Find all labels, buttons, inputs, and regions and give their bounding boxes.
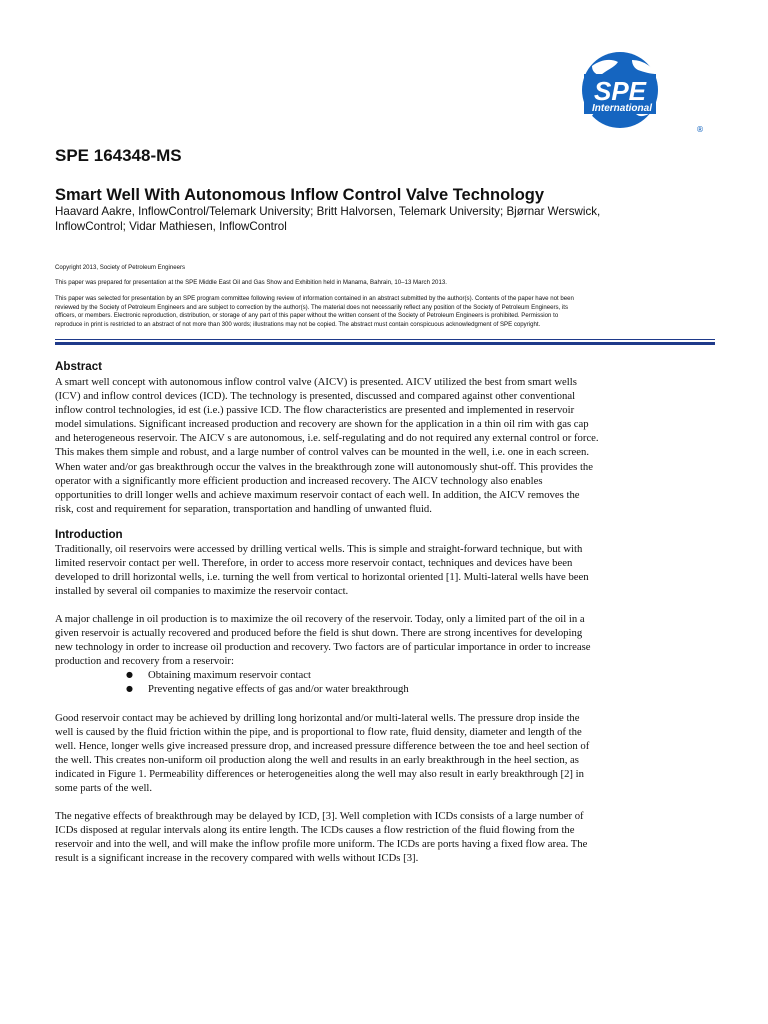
text-line: given reservoir is actually recovered and produced before the field is shut down. There are strong incentives for developing xyxy=(55,627,583,640)
text-line: reservoir and into the well, and will make the inflow profile more uniform. The ICDs are ports having a fixed flow area. The xyxy=(55,838,588,851)
text-line: The negative effects of breakthrough may be delayed by ICD, [3]. Well completion with ICDs consists of a large number of xyxy=(55,810,584,822)
text-line: inflow control technologies, id est (i.e.) passive ICD. The flow characteristics are presented and implemented in reservoir xyxy=(55,404,575,417)
text-line: well. Hence, longer wells give increased pressure drop, and increased pressure difference between the toe and heel section of xyxy=(55,740,590,753)
text-line: new technology in order to increase oil production and recovery. Two factors are of particular importance in order to increase xyxy=(55,641,591,654)
list-item xyxy=(126,668,409,682)
presentation-note: This paper was prepared for presentation at the SPE Middle East Oil and Gas Show and Exhibition held in Manama, Bahrain, 10–13 March 2013. xyxy=(55,279,447,286)
text-line: and heterogeneous reservoir. The AICV s are autonomous, i.e. self-regulating and do not required any external control or force. xyxy=(55,432,599,445)
text-line: installed by several oil companies to maximize the reservoir contact. xyxy=(55,585,349,598)
introduction-paragraph-3 xyxy=(55,711,715,796)
introduction-paragraph-1 xyxy=(55,542,715,598)
text-line: A major challenge in oil production is to maximize the oil recovery of the reservoir. Today, only a limited part of the oil in a xyxy=(55,613,585,625)
paper-number: SPE 164348-MS xyxy=(55,146,182,165)
spe-globe-logo-icon xyxy=(540,48,710,134)
text-line: the well. This creates non-uniform oil production along the well and results in an early breakthrough in the heel section, as xyxy=(55,754,579,767)
text-line: When water and/or gas breakthrough occur the valves in the breakthrough zone will autonomously shut-off. This provides the xyxy=(55,460,593,473)
text-line: limited reservoir contact per well. Therefore, in order to access more reservoir contact, techniques and devices have been xyxy=(55,557,573,570)
introduction-heading: Introduction xyxy=(55,528,123,541)
logo-registered-mark: ® xyxy=(696,125,704,134)
introduction-paragraph-4 xyxy=(55,809,715,865)
copyright-notice: Copyright 2013, Society of Petroleum Engineers xyxy=(55,264,186,271)
text-line: well is caused by the fluid friction within the pipe, and is proportional to flow rate, fluid density, diameter and length of the xyxy=(55,726,582,739)
disclaimer-line: officers, or members. Electronic reproduction, distribution, or storage of any part of this paper without the written consent of the Society of Petroleum Engineers is prohibited. Permission to xyxy=(55,312,559,320)
author-line: InflowControl; Vidar Mathiesen, InflowControl xyxy=(55,219,287,233)
list-item-text: Preventing negative effects of gas and/or water breakthrough xyxy=(148,683,409,696)
logo-main-text: SPE xyxy=(593,76,647,106)
logo-sub-text: International xyxy=(591,103,653,114)
author-line: Haavard Aakre, InflowControl/Telemark University; Britt Halvorsen, Telemark University; Bjørnar Werswick, xyxy=(55,205,601,218)
abstract-body xyxy=(55,375,715,516)
text-line: model simulations. Significant increased production and recovery are shown for the application in a thin oil rim with gas cap xyxy=(55,418,589,431)
introduction-paragraph-2 xyxy=(55,612,715,668)
text-line: opportunities to drill longer wells and achieve maximum reservoir contact of each well. In addition, the AICV removes the xyxy=(55,488,580,501)
text-line: Traditionally, oil reservoirs were accessed by drilling vertical wells. This is simple and straight-forward technique, but with xyxy=(55,543,583,555)
disclaimer-line: reviewed by the Society of Petroleum Engineers and are subject to correction by the author(s). The material does not necessarily reflect any position of the Society of Petroleum Engineers, its xyxy=(55,303,569,311)
bullet-icon: ● xyxy=(126,670,133,679)
disclaimer-line: This paper was selected for presentation by an SPE program committee following review of information contained in an abstract submitted by the author(s). Contents of the paper have not been xyxy=(55,295,574,302)
text-line: risk, cost and requirement for separation, transportation and handling of unwanted fluid. xyxy=(55,502,432,515)
header-divider-thick xyxy=(55,342,715,345)
text-line: developed to drill horizontal wells, i.e. turning the well from vertical to horizontal oriented [1]. Multi-lateral wells have been xyxy=(55,571,589,584)
bullet-list xyxy=(126,668,409,696)
text-line: indicated in Figure 1. Permeability differences or heterogeneities along the well may also result in early breakthrough [2] in xyxy=(55,768,584,781)
text-line: (ICV) and inflow control devices (ICD). The technology is presented, discussed and compared against other conventional xyxy=(55,390,576,403)
disclaimer-line: reproduce in print is restricted to an abstract of not more than 300 words; illustrations may not be copied. The abstract must contain conspicuous acknowledgment of SPE copyright. xyxy=(55,320,541,328)
text-line: operator with a significantly more efficient production and increased recovery. The AICV technology also enables xyxy=(55,474,543,487)
paper-title: Smart Well With Autonomous Inflow Control Valve Technology xyxy=(55,186,545,204)
abstract-heading: Abstract xyxy=(55,360,103,373)
list-item xyxy=(126,682,409,696)
text-line: Good reservoir contact may be achieved by drilling long horizontal and/or multi-lateral wells. The pressure drop inside the xyxy=(55,712,580,724)
author-list xyxy=(55,205,725,234)
text-line: ICDs disposed at regular intervals along its entire length. The ICDs causes a flow restriction of the fluid flowing from the xyxy=(55,824,575,837)
text-line: This makes them simple and robust, and a large number of control valves can be mounted in the well, i.e. one in each screen. xyxy=(55,446,590,459)
bullet-icon: ● xyxy=(126,684,133,694)
disclaimer xyxy=(55,295,720,329)
text-line: some parts of the well. xyxy=(55,782,153,795)
text-line: result is a significant increase in the recovery compared with wells without ICDs [3]. xyxy=(55,852,419,865)
list-item-text: Obtaining maximum reservoir contact xyxy=(148,669,311,681)
header-divider-thin xyxy=(55,339,715,340)
text-line: production and recovery from a reservoir: xyxy=(55,655,234,668)
text-line: A smart well concept with autonomous inflow control valve (AICV) is presented. AICV utilized the best from smart wells xyxy=(55,376,577,388)
